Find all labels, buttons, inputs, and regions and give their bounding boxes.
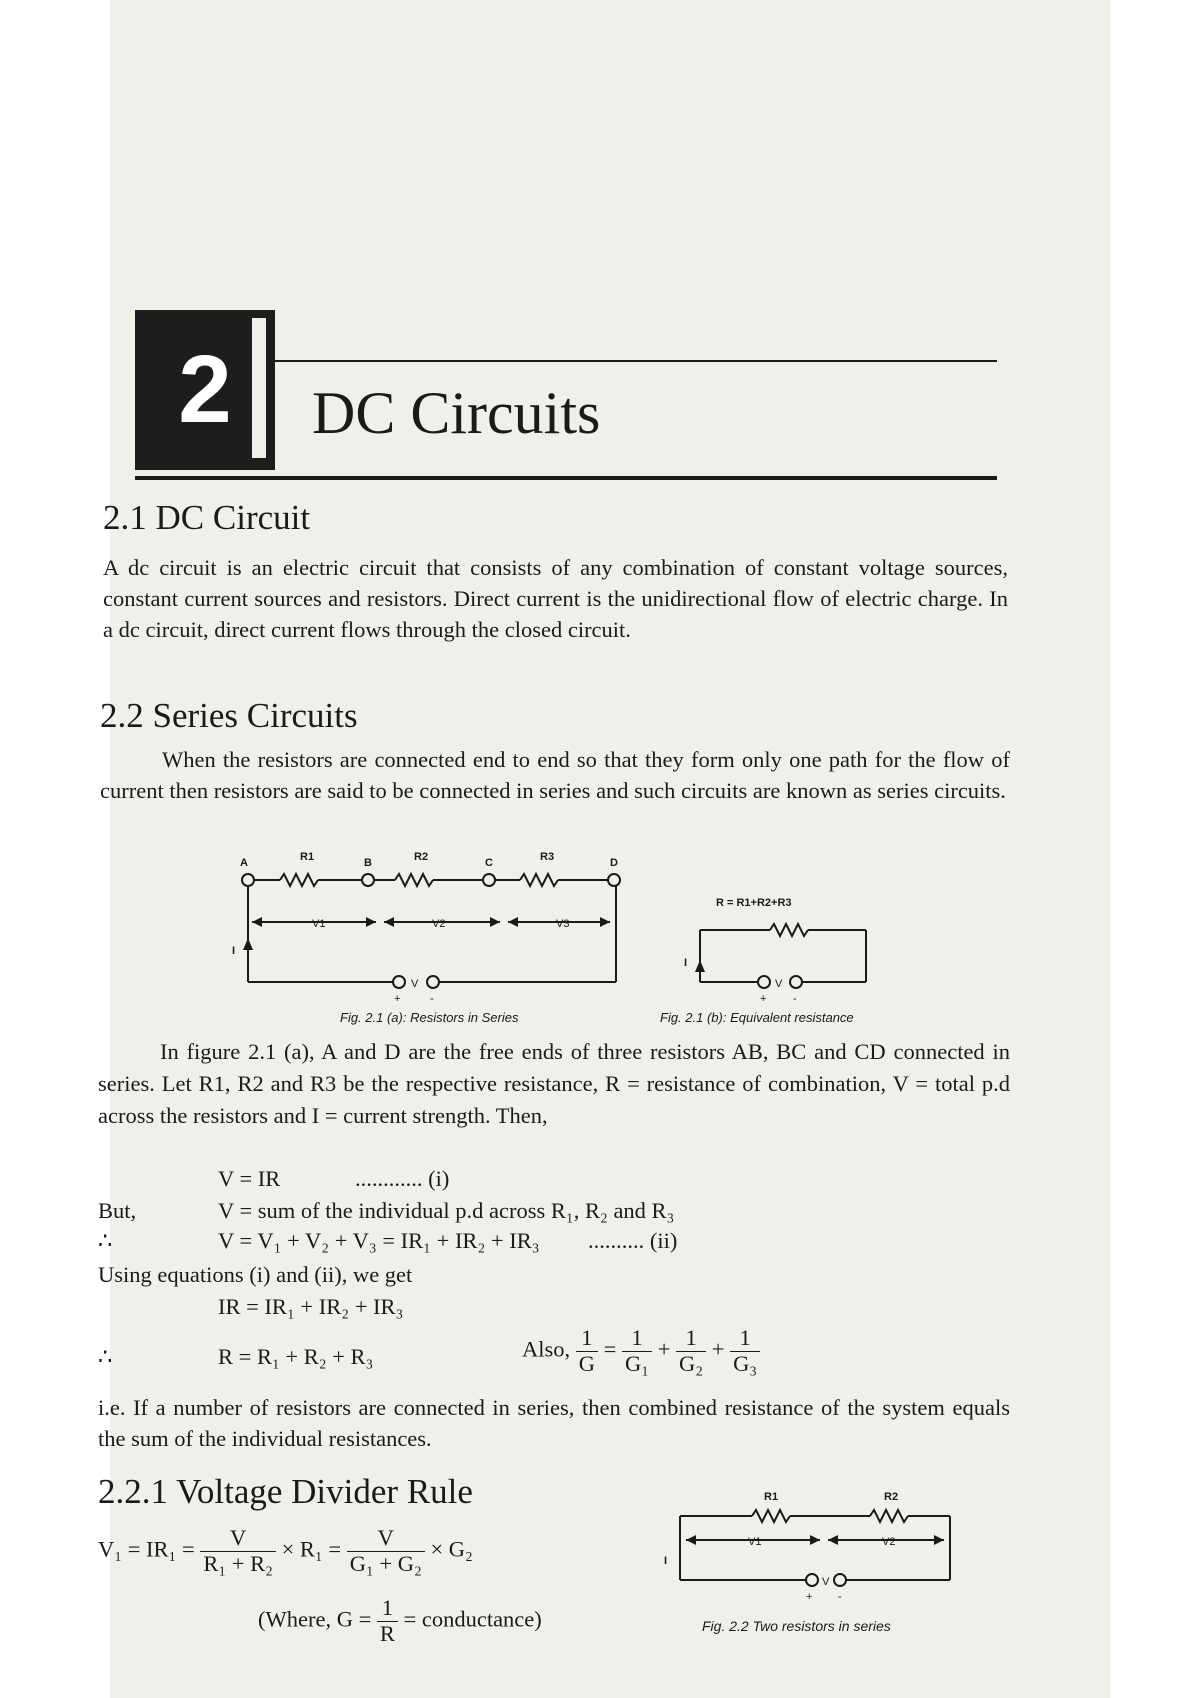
label-eq-plus: + [760, 993, 767, 1005]
fig22-terminal-minus [834, 1574, 846, 1586]
therefore-2: ∴ [98, 1344, 113, 1369]
chapter-number: 2 [178, 336, 232, 443]
label-node-a: A [240, 857, 248, 869]
label-source: V [411, 978, 419, 990]
header-rule-top [275, 360, 997, 362]
eq-1-tag: ............ (i) [355, 1166, 450, 1191]
using-equations: Using equations (i) and (ii), we get [98, 1262, 413, 1287]
fig22-label-v2: V2 [882, 1536, 896, 1548]
fig22-label-v1: V1 [748, 1536, 762, 1548]
label-v1: V1 [312, 918, 326, 930]
fig22-terminal-plus [806, 1574, 818, 1586]
label-eq-current: I [684, 957, 688, 969]
label-equivalent: R = R1+R2+R3 [716, 897, 792, 909]
voltage-divider-equation: V₁ = IR₁ = $\frac{V}{\text{R₁ + R₂}}$ × R₁ = $\frac{V}{\text{G₁ + G₂}}$ × G₂ [98, 1525, 473, 1576]
resistor-fig22-r1 [752, 1510, 790, 1522]
fig22-label-current: I [664, 1555, 668, 1567]
terminal-b [362, 874, 374, 886]
label-node-b: B [364, 857, 372, 869]
header-rule-bottom [135, 476, 997, 480]
label-node-d: D [610, 857, 618, 869]
section-2-2-body: When the resistors are connected end to end so that they form only one path for the flow of current then resistors are said to be connected in series and such circuits are known as series circuits. [100, 747, 1010, 803]
resistor-r2 [395, 874, 433, 886]
caption-fig-2-2: Fig. 2.2 Two resistors in series [702, 1618, 891, 1634]
eq-source-terminal-plus [758, 976, 770, 988]
section-2-1-body: A dc circuit is an electric circuit that consists of any combination of constant voltage sources, constant current sources and resistors. Direct current is the unidirectional flow of electric charge. In a dc circuit, direct current flows through the closed circuit. [103, 555, 1008, 642]
fig22-label-plus: + [806, 1591, 813, 1603]
source-terminal-minus [427, 976, 439, 988]
label-also: Also, [522, 1336, 571, 1362]
section-2-1-heading: 2.1 DC Circuit [103, 498, 311, 537]
eq-1: V = IR [218, 1166, 281, 1191]
eq-4: IR = IR₁ + IR₂ + IR₃ [218, 1294, 404, 1319]
figure-2-1 [0, 830, 1200, 1030]
label-r1: R1 [300, 851, 315, 863]
terminal-a [242, 874, 254, 886]
current-arrow [243, 938, 253, 950]
terminal-d [608, 874, 620, 886]
resistor-r3 [520, 874, 558, 886]
fig22-label-source: V [822, 1576, 830, 1588]
source-terminal-plus [393, 976, 405, 988]
caption-fig-2-1a: Fig. 2.1 (a): Resistors in Series [340, 1010, 519, 1025]
label-v3: V3 [556, 918, 570, 930]
series-conclusion: i.e. If a number of resistors are connected in series, then combined resistance of the system equals the sum of the individual resistances. [98, 1395, 1010, 1451]
conductance-equation: Also, $\frac{1}{G}$ = $\frac{1}{\text{G₁}}$ + $\frac{1}{\text{G₂}}$ + $\frac{1}{\text{G₃}}$ [522, 1326, 760, 1377]
caption-fig-2-1b: Fig. 2.1 (b): Equivalent resistance [660, 1010, 854, 1025]
label-node-c: C [485, 857, 493, 869]
badge-divider [252, 318, 266, 458]
label-r2: R2 [414, 851, 429, 863]
label-plus: + [394, 993, 401, 1005]
fig22-label-r1: R1 [764, 1491, 779, 1503]
eq-2: V = sum of the individual p.d across R₁, R₂ and R₃ [218, 1198, 675, 1223]
conductance-definition: (Where, G = $\frac{1}{R}$ = conductance) [258, 1595, 542, 1646]
resistor-r1 [280, 874, 318, 886]
label-eq-minus: - [793, 993, 797, 1005]
figure-2-2 [650, 1480, 970, 1610]
label-v2: V2 [432, 918, 446, 930]
label-minus: - [430, 993, 434, 1005]
section-2-2-1-heading: 2.2.1 Voltage Divider Rule [98, 1472, 473, 1511]
series-explanation: In figure 2.1 (a), A and D are the free ends of three resistors AB, BC and CD connected in series. Let R1, R2 and R3 be the respective resistance, R = resistance of combination, V = total p.d across the resistors and I = current strength. Then, [98, 1039, 1010, 1128]
label-eq-source: V [775, 978, 783, 990]
therefore-1: ∴ [98, 1228, 113, 1253]
eq-source-terminal-minus [790, 976, 802, 988]
fig22-label-r2: R2 [884, 1491, 899, 1503]
resistor-equivalent [770, 924, 808, 936]
label-but: But, [98, 1198, 137, 1223]
label-r3: R3 [540, 851, 555, 863]
eq-current-arrow [695, 960, 705, 972]
eq-5: R = R₁ + R₂ + R₃ [218, 1344, 374, 1369]
fig22-label-minus: - [838, 1591, 842, 1603]
eq-3: V = V₁ + V₂ + V₃ = IR₁ + IR₂ + IR₃ [218, 1228, 540, 1253]
terminal-c [483, 874, 495, 886]
label-current: I [232, 945, 236, 957]
resistor-fig22-r2 [870, 1510, 908, 1522]
chapter-title: DC Circuits [312, 380, 601, 446]
eq-3-tag: .......... (ii) [588, 1228, 678, 1253]
section-2-2-heading: 2.2 Series Circuits [100, 696, 358, 735]
